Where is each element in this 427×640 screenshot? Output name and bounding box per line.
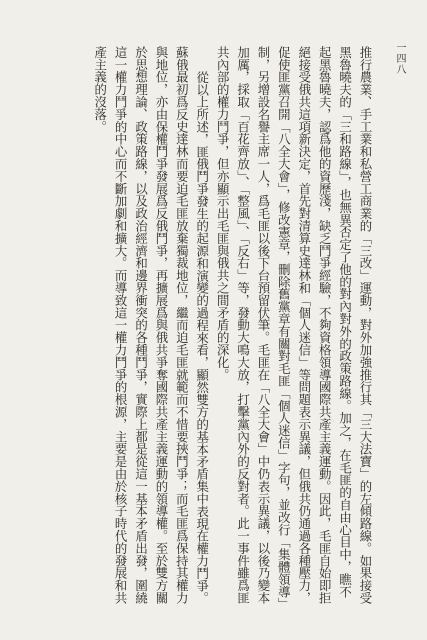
page-number: 一四八: [394, 42, 405, 75]
paragraph-1: 推行農業、手工業和私營工商業的「三改」運動，對外加強推行其「三大法寶」的左傾路線。如果接受黑魯曉夫的「三和路線」，也無異否定了他的對內對外的政策路線。加之，在毛匪的自由心目中，瞧不起黑魯曉夫，認爲他的資歷淺，缺乏鬥爭經驗，不夠資格領導國際共產主義運動。因此，毛匪自始即拒絕接受俄共這項新決定，首先對清算史達林和「個人迷信」等問題表示異議，但俄共仍通過各種壓力，促使匪黨召開「八全大會」，修改憲章，刪除舊黨章有關對毛匪「個人迷信」字句，並改行「集體領導」制，另增設名譽主席一人，爲毛匪以後下台預留伏筆。毛匪在「八全大會」中仍表示異議，以後乃變本加厲，採取「百花齊放」、「整風」、「反右」等，發動大鳴大放，打擊黨內外的反對者。此一事件雖爲匪共內部的權力鬥爭，但亦顯示出毛匪與俄共之間矛盾的深化。: [215, 46, 373, 604]
body-text: [30, 46, 375, 606]
paragraph-2: 從以上所述，匪俄鬥爭發生的起源和演變的過程來看，顯然雙方的基本矛盾集中表現在權力鬥爭。蘇俄最初爲反史達林而要迫毛匪放棄獨裁地位，繼而迫毛匪就範而不惜要挾鬥爭；而毛匪爲保持其權力與地位，亦由保權鬥爭發展爲反俄鬥爭，再擴展爲與俄共爭奪國際共產主義運動的領導權。至於雙方關於思想理論、政策路線，以及政治經濟和邊界衝突的各種鬥爭，實際上都是從這一基本矛盾出發，圍繞這一權力鬥爭的中心而不斷加劇和擴大。而導致這一權力鬥爭的根源，主要是由於核子時代的發展和共產主義的沒落。: [92, 46, 210, 604]
